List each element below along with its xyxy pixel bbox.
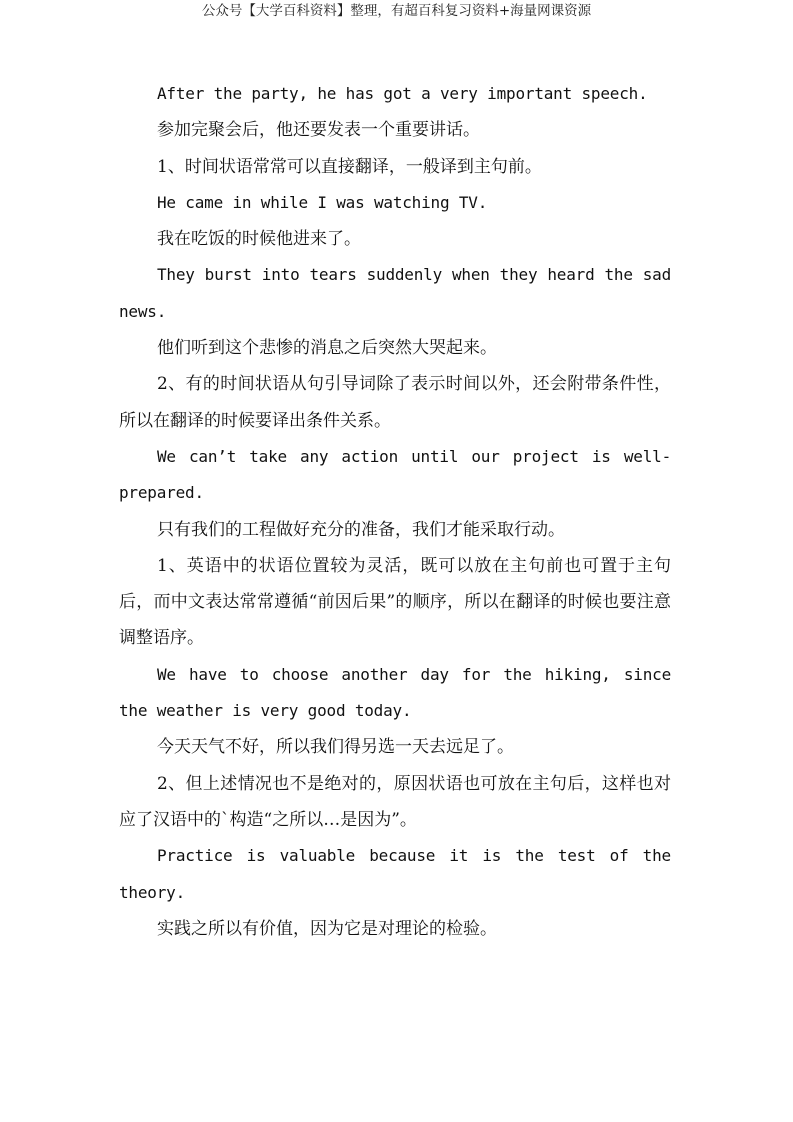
paragraph-14: 2、但上述情况也不是绝对的，原因状语也可放在主句后，这样也对应了汉语中的`构造“之所以…是因为”。 — [119, 773, 671, 830]
paragraph-2: 参加完聚会后，他还要发表一个重要讲话。 — [157, 120, 480, 141]
paragraph-11: 1、英语中的状语位置较为灵活，既可以放在主句前也可置于主句后，而中文表达常常遵循“前因后果”的顺序，所以在翻译的时候也要注意调整语序。 — [119, 555, 671, 649]
document-body — [119, 76, 671, 947]
page-header: 公众号【大学百科资料】整理，有超百科复习资料+海量网课资源 — [201, 3, 592, 19]
paragraph-16: 实践之所以有价值，因为它是对理论的检验。 — [157, 918, 497, 939]
paragraph-8: 2、有的时间状语从句引导词除了表示时间以外，还会附带条件性，所以在翻译的时候要译出条件关系。 — [119, 374, 671, 431]
paragraph-4: He came in while I was watching TV. — [157, 192, 488, 212]
paragraph-13: 今天天气不好，所以我们得另选一天去远足了。 — [157, 737, 514, 758]
paragraph-1: After the party, he has got a very important speech. — [157, 84, 648, 103]
paragraph-15: Practice is valuable because it is the test of the theory. — [119, 846, 671, 902]
paragraph-10: 只有我们的工程做好充分的准备，我们才能采取行动。 — [157, 519, 565, 540]
paragraph-5: 我在吃饭的时候他进来了。 — [157, 229, 361, 250]
paragraph-7: 他们听到这个悲惨的消息之后突然大哭起来。 — [157, 338, 497, 359]
paragraph-12: We have to choose another day for the hiking, since the weather is very good today. — [119, 664, 671, 721]
paragraph-9: We can’t take any action until our project is well-prepared. — [119, 446, 671, 503]
paragraph-3: 1、时间状语常常可以直接翻译，一般译到主句前。 — [157, 156, 542, 177]
paragraph-6: They burst into tears suddenly when they heard the sad news. — [119, 265, 671, 321]
